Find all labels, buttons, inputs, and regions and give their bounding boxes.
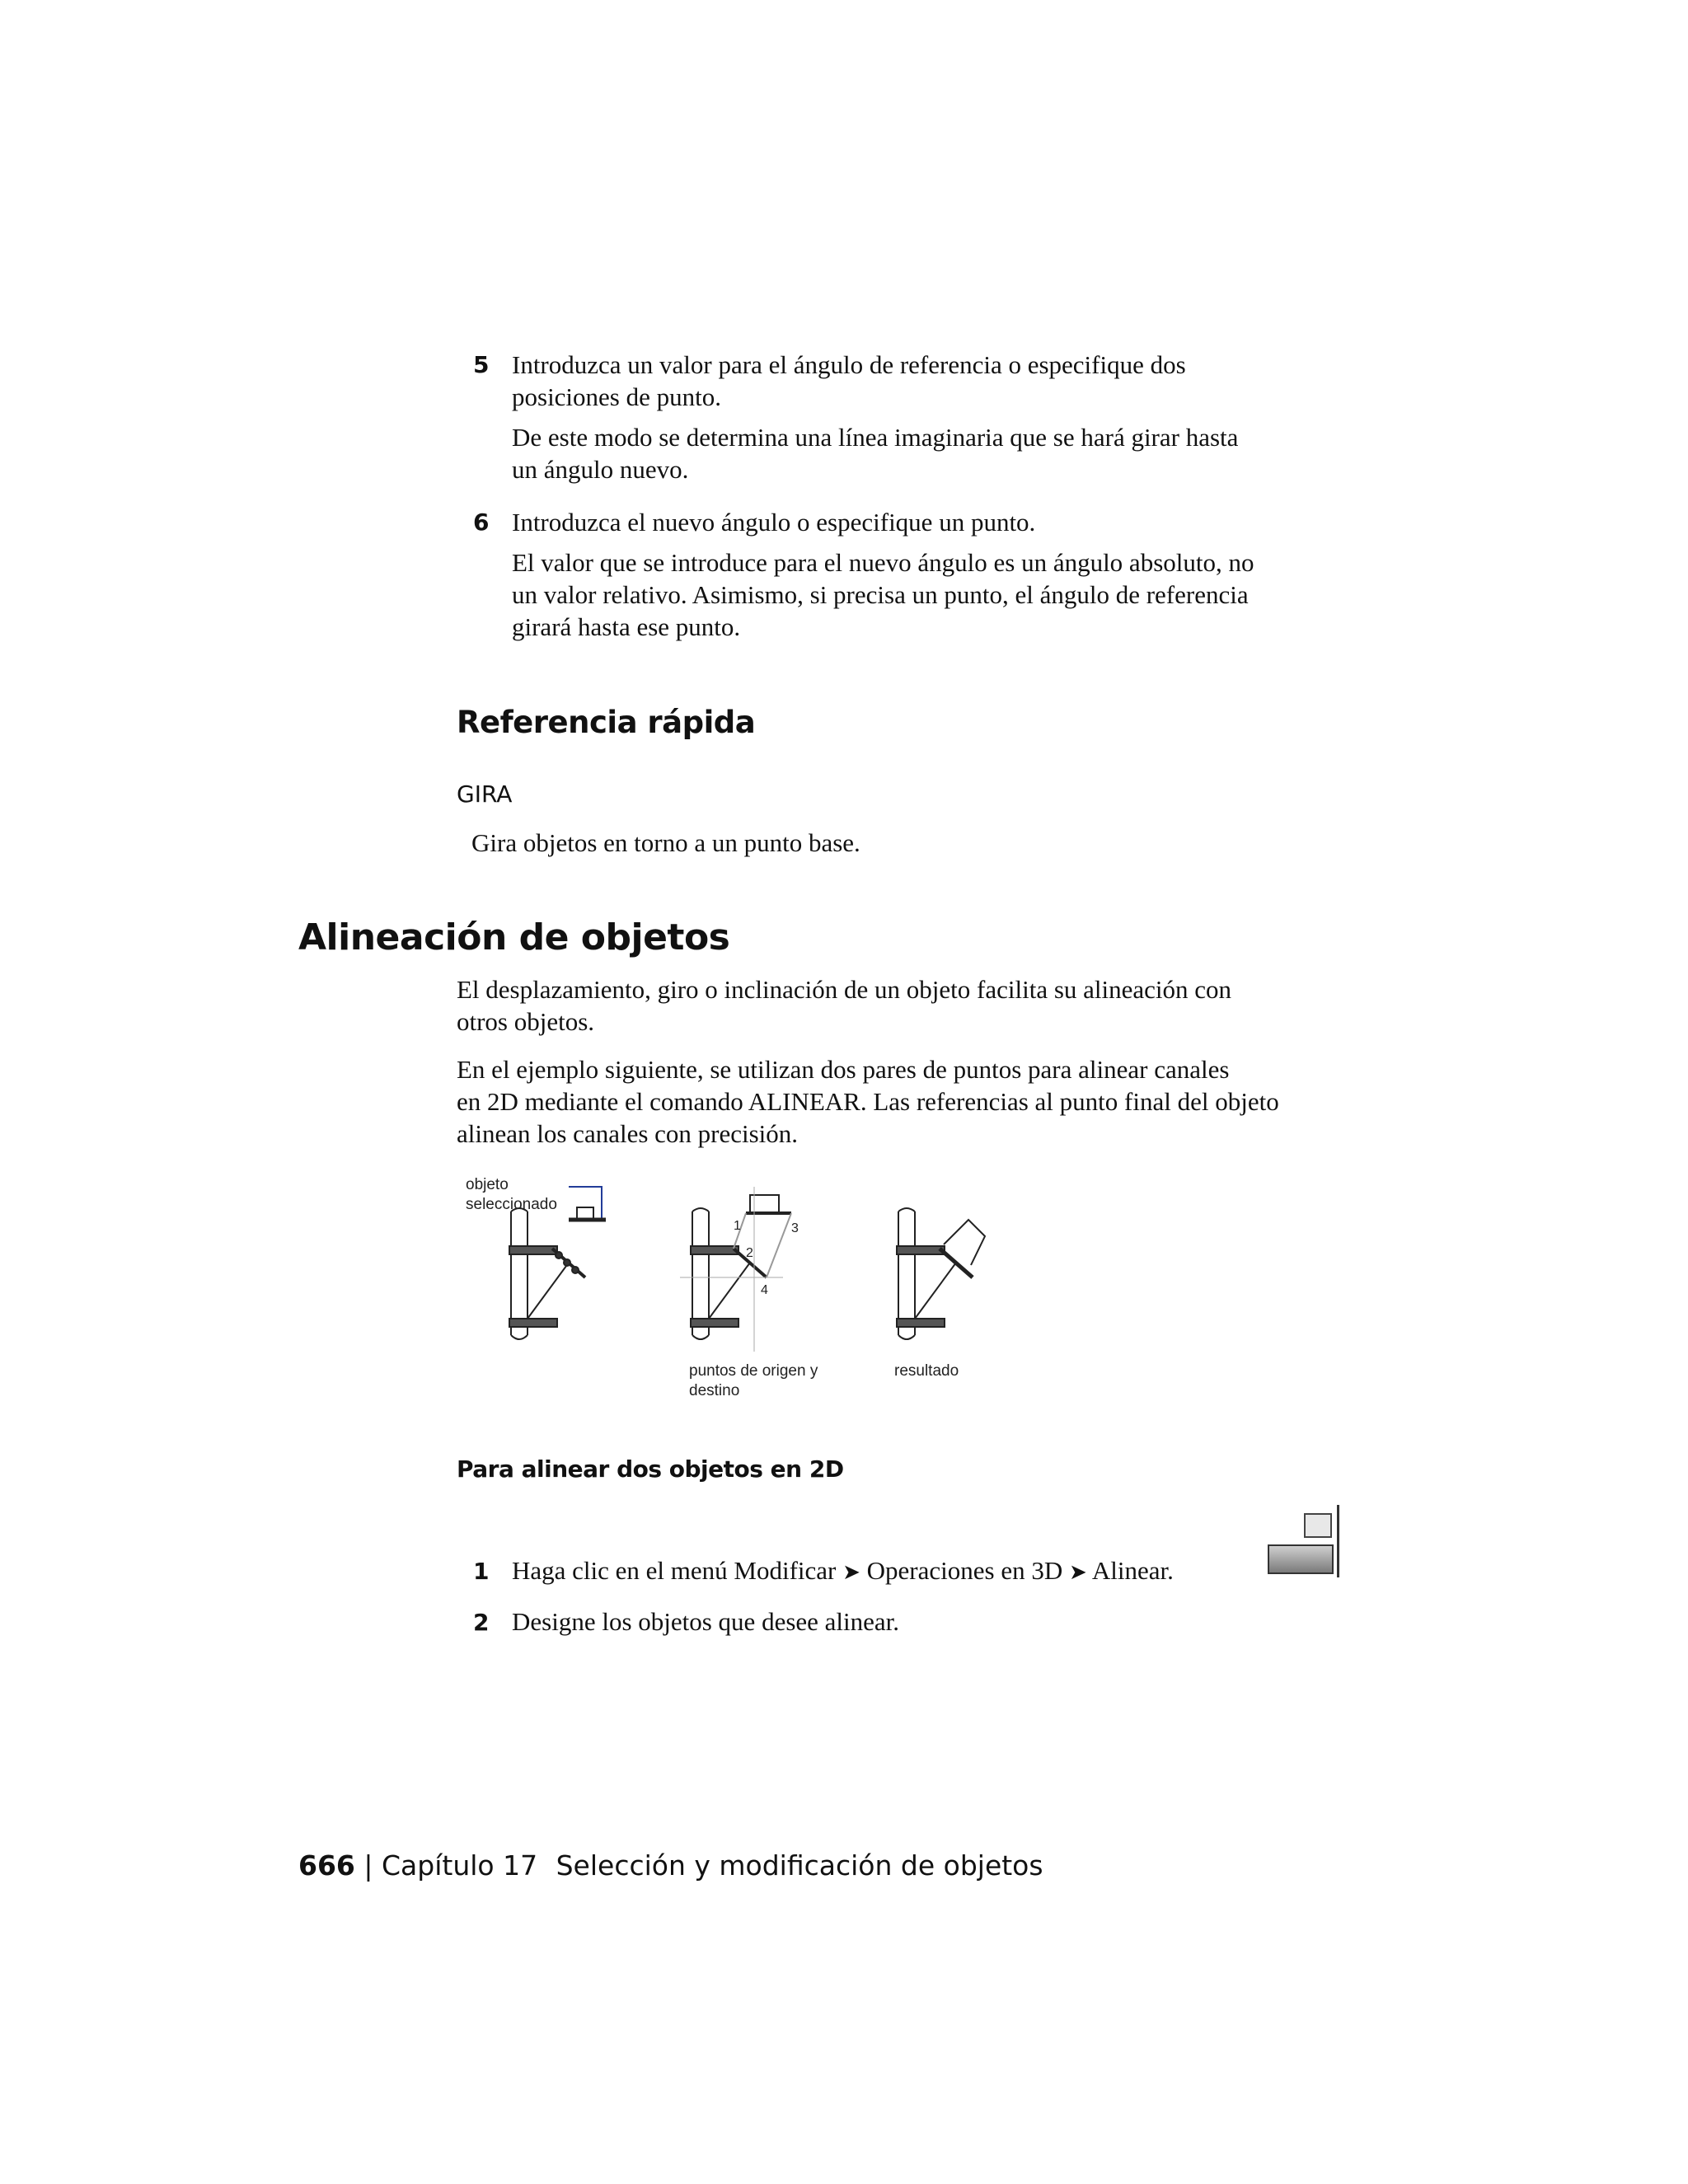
align-icon-small-box	[1304, 1513, 1332, 1538]
section-para-2-line-3: alinean los canales con precisión.	[457, 1119, 799, 1148]
step-5-line-2: posiciones de punto.	[512, 382, 721, 411]
section-para-1-line-2: otros objetos.	[457, 1007, 595, 1036]
menu-arrow-2: ➤	[1068, 1560, 1087, 1585]
section-title: Alineación de objetos	[298, 916, 730, 958]
page-footer	[298, 1849, 1043, 1882]
menu-arrow-1: ➤	[842, 1560, 860, 1585]
procedure-step-2-number: 2	[473, 1609, 490, 1636]
figure-panel-result	[897, 1208, 985, 1339]
align-icon-vertical-line	[1337, 1505, 1339, 1577]
figure-label-points-line-2: destino	[689, 1382, 740, 1399]
footer-chapter: Capítulo 17	[382, 1849, 538, 1882]
align-toolbar-icon[interactable]	[1268, 1505, 1340, 1577]
page-number: 666	[298, 1849, 355, 1882]
procedure-heading: Para alinear dos objetos en 2D	[457, 1455, 844, 1483]
step-5-detail	[512, 421, 1402, 485]
step-5-line-1: Introduzca un valor para el ángulo de referencia o especifique dos	[512, 350, 1186, 379]
section-para-2	[457, 1053, 1347, 1150]
figure-label-selected-line-1: objeto	[466, 1176, 509, 1193]
step-5-detail-line-1: De este modo se determina una línea imaginaria que se hará girar hasta	[512, 423, 1239, 452]
align-icon-large-box	[1268, 1544, 1334, 1574]
step-6-detail-line-2: un valor relativo. Asimismo, si precisa un punto, el ángulo de referencia	[512, 580, 1249, 609]
section-para-1-line-1: El desplazamiento, giro o inclinación de un objeto facilita su alineación con	[457, 975, 1232, 1004]
figure-panel-points	[680, 1187, 791, 1352]
footer-separator: |	[363, 1849, 373, 1882]
figure-label-points-line-1: puntos de origen y	[689, 1362, 818, 1380]
menu-path-operaciones-3d: Operaciones en 3D	[866, 1556, 1063, 1585]
step-6-detail	[512, 546, 1402, 643]
figure-label-points	[689, 1361, 818, 1401]
quick-ref-description: Gira objetos en torno a un punto base.	[471, 828, 860, 857]
quick-ref-heading: Referencia rápida	[457, 705, 756, 740]
point-number-4: 4	[761, 1283, 768, 1297]
figure-selected-object	[569, 1187, 606, 1220]
step-6-text	[512, 506, 1402, 538]
section-para-2-line-2: en 2D mediante el comando ALINEAR. Las referencias al punto final del objeto	[457, 1087, 1279, 1116]
point-number-1: 1	[734, 1219, 741, 1233]
figure-label-result: resultado	[894, 1362, 959, 1380]
section-para-1	[457, 973, 1347, 1038]
point-number-3: 3	[791, 1221, 799, 1235]
step-6-detail-line-3: girará hasta ese punto.	[512, 612, 741, 641]
figure-panel-original	[509, 1208, 585, 1339]
section-para-2-line-1: En el ejemplo siguiente, se utilizan dos pares de puntos para alinear canales	[457, 1055, 1230, 1084]
step-6-number: 6	[473, 509, 490, 536]
step-5-text	[512, 349, 1402, 413]
step-5-detail-line-2: un ángulo nuevo.	[512, 455, 689, 484]
quick-ref-command: GIRA	[457, 780, 513, 808]
procedure-step-2-text: Designe los objetos que desee alinear.	[512, 1607, 900, 1636]
menu-path-modificar: Haga clic en el menú Modificar	[512, 1556, 837, 1585]
figure-label-selected-line-2: seleccionado	[466, 1196, 557, 1213]
step-5-number: 5	[473, 351, 490, 378]
menu-path-alinear: Alinear.	[1091, 1556, 1174, 1585]
procedure-step-1-number: 1	[473, 1558, 490, 1585]
step-6-detail-line-1: El valor que se introduce para el nuevo ángulo es un ángulo absoluto, no	[512, 548, 1254, 577]
step-6-line-1: Introduzca el nuevo ángulo o especifique un punto.	[512, 508, 1036, 537]
point-number-2: 2	[746, 1246, 753, 1260]
procedure-step-1-text	[512, 1554, 1174, 1589]
footer-chapter-title: Selección y modificación de objetos	[556, 1849, 1043, 1882]
